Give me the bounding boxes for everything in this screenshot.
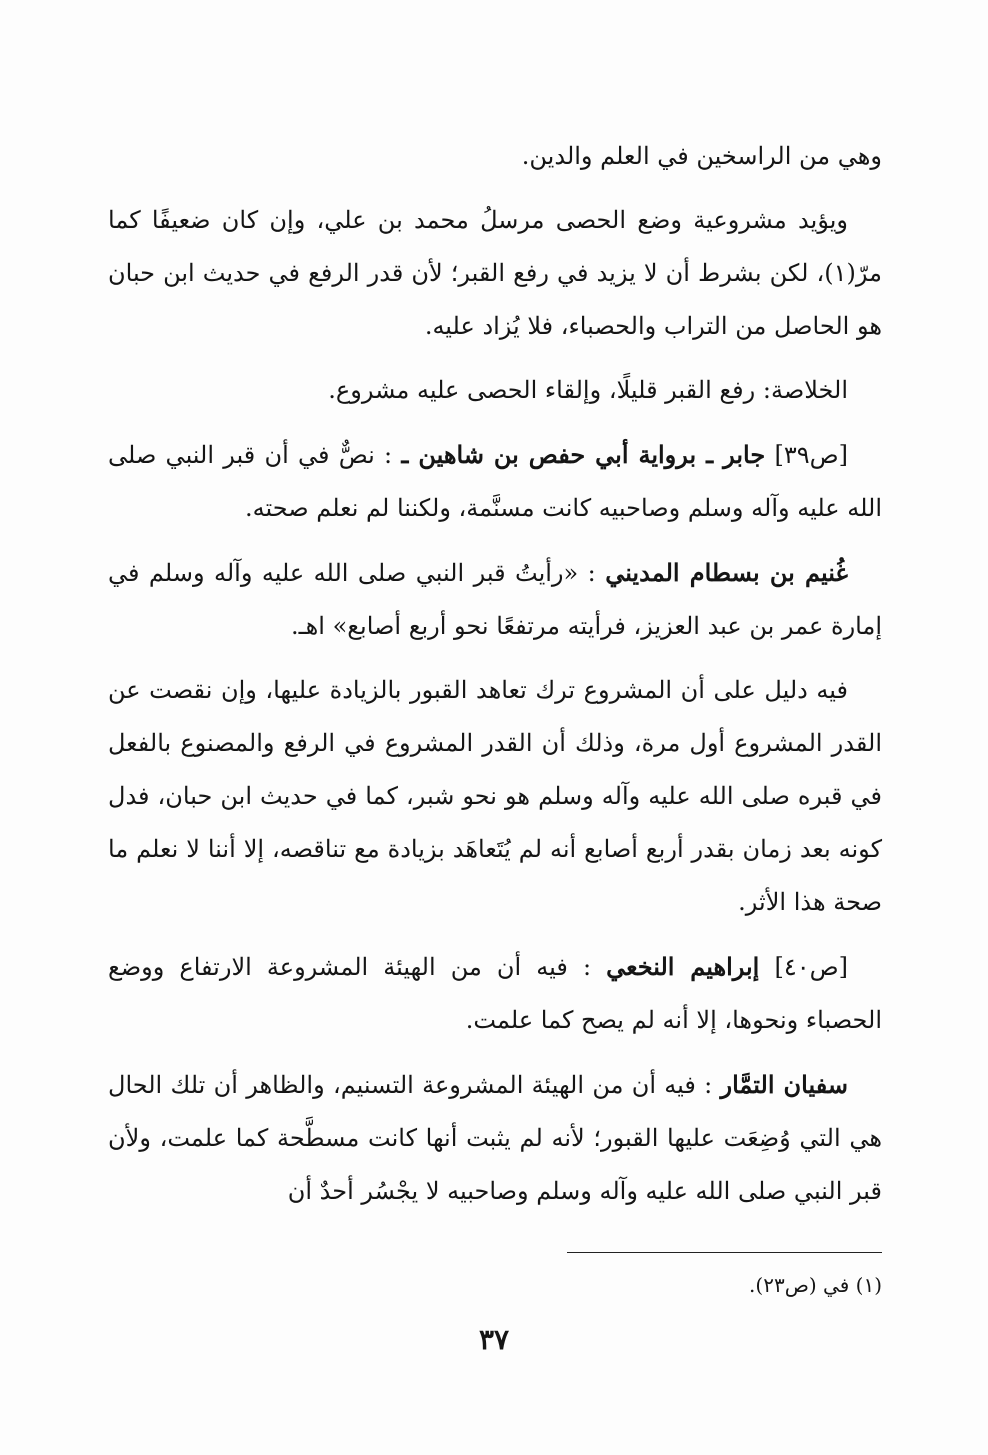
footnote-text: (١) في (ص٢٣). bbox=[749, 1273, 882, 1297]
footnote-divider bbox=[567, 1252, 882, 1253]
paragraph-4 bbox=[108, 428, 882, 535]
paragraph-6 bbox=[108, 664, 882, 929]
paragraph-1-text: وهي من الراسخين في العلم والدين. bbox=[521, 142, 882, 170]
page-number: ٣٧ bbox=[478, 1323, 510, 1356]
paragraph-2-text: ويؤيد مشروعية وضع الحصى مرسلُ محمد بن علي، وإن كان ضعيفًا كما مرّ(١)، لكن بشرط أن لا يزيد في رفع القبر؛ لأن قدر الرفع في حديث ابن حبان هو الحاصل من التراب والحصباء، فلا يُزاد عليه. bbox=[108, 206, 882, 340]
paragraph-5 bbox=[108, 546, 882, 653]
paragraph-5-text: : «رأيتُ قبر النبي صلى الله عليه وآله وسلم في إمارة عمر بن عبد العزيز، فرأيته مرتفعًا نحو أربع أصابع» اهـ. bbox=[108, 559, 882, 640]
paragraph-7-text: : فيه أن من الهيئة المشروعة الارتفاع ووضع الحصباء ونحوها، إلا أنه لم يصح كما علمت. bbox=[108, 953, 882, 1034]
narrator-name-ibrahim: إبراهيم النخعي bbox=[606, 952, 760, 981]
paragraph-2 bbox=[108, 194, 882, 353]
paragraph-8 bbox=[108, 1058, 882, 1218]
footnote bbox=[560, 1270, 882, 1300]
paragraph-3-text: الخلاصة: رفع القبر قليلًا، وإلقاء الحصى عليه مشروع. bbox=[328, 376, 848, 404]
paragraph-6-text: فيه دليل على أن المشروع ترك تعاهد القبور بالزيادة عليها، وإن نقصت عن القدر المشروع أول مرة، وذلك أن القدر المشروع في الرفع والمصنوع بالفعل في قبره صلى الله عليه وآله وسلم هو نحو شبر، كما في حديث ابن حبان، فدل كونه بعد زمان بقدر أربع أصابع أنه لم يُتَعاهَد بزيادة مع تناقصه، إلا أننا لا نعلم ما صحة هذا الأثر. bbox=[108, 676, 882, 916]
paragraph-3 bbox=[108, 364, 882, 417]
paragraph-4-text: : نصٌّ في أن قبر النبي صلى الله عليه وآله وسلم وصاحبيه كانت مسنَّمة، ولكننا لم نعلم صحته. bbox=[108, 441, 882, 522]
page-reference-39: [ص٣٩] bbox=[774, 441, 848, 469]
narrator-name-jabir: جابر ـ برواية أبي حفص بن شاهين ـ bbox=[401, 440, 766, 469]
paragraph-7 bbox=[108, 940, 882, 1047]
narrator-name-sufyan: سفيان التمَّار bbox=[720, 1070, 848, 1099]
page-reference-40: [ص٤٠] bbox=[774, 953, 848, 981]
narrator-name-ghunaym: غُنيم بن بسطام المديني bbox=[605, 558, 848, 587]
paragraph-1 bbox=[108, 130, 882, 183]
main-text bbox=[108, 130, 882, 1229]
paragraph-8-text: : فيه أن من الهيئة المشروعة التسنيم، والظاهر أن تلك الحال هي التي وُضِعَت عليها القبور؛ لأنه لم يثبت أنها كانت مسطَّحة كما علمت، ولأن قبر النبي صلى الله عليه وآله وسلم وصاحبيه لا يجْسُر أحدٌ أن bbox=[108, 1071, 882, 1205]
